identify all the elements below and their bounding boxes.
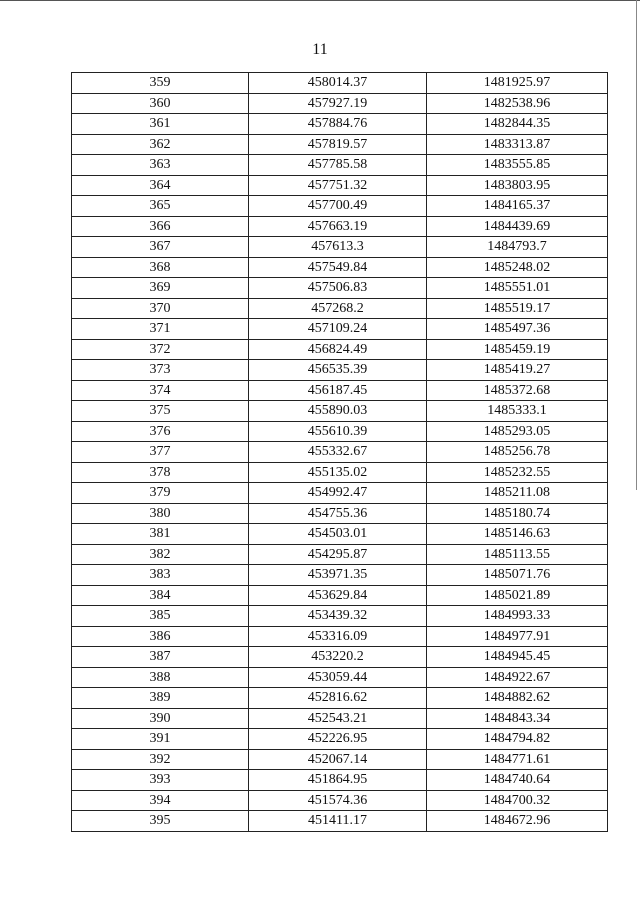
- point-number-cell: 382: [72, 544, 249, 565]
- x-coordinate-cell: 457927.19: [249, 93, 427, 114]
- x-coordinate-cell: 453220.2: [249, 647, 427, 668]
- table-row: [72, 73, 608, 94]
- y-coordinate-cell: 1482538.96: [427, 93, 608, 114]
- table-row: [72, 114, 608, 135]
- table-row: [72, 298, 608, 319]
- table-row: [72, 237, 608, 258]
- y-coordinate-cell: 1481925.97: [427, 73, 608, 94]
- y-coordinate-cell: 1484945.45: [427, 647, 608, 668]
- table-row: [72, 811, 608, 832]
- x-coordinate-cell: 456824.49: [249, 339, 427, 360]
- point-number-cell: 395: [72, 811, 249, 832]
- coordinates-table-body: [72, 73, 608, 832]
- table-row: [72, 155, 608, 176]
- y-coordinate-cell: 1485211.08: [427, 483, 608, 504]
- point-number-cell: 368: [72, 257, 249, 278]
- x-coordinate-cell: 451864.95: [249, 770, 427, 791]
- x-coordinate-cell: 451574.36: [249, 790, 427, 811]
- y-coordinate-cell: 1485293.05: [427, 421, 608, 442]
- point-number-cell: 371: [72, 319, 249, 340]
- point-number-cell: 381: [72, 524, 249, 545]
- coordinates-table: [71, 72, 608, 832]
- x-coordinate-cell: 457884.76: [249, 114, 427, 135]
- table-row: [72, 544, 608, 565]
- page-number: 11: [312, 41, 328, 58]
- x-coordinate-cell: 458014.37: [249, 73, 427, 94]
- x-coordinate-cell: 453059.44: [249, 667, 427, 688]
- point-number-cell: 375: [72, 401, 249, 422]
- x-coordinate-cell: 457506.83: [249, 278, 427, 299]
- point-number-cell: 366: [72, 216, 249, 237]
- point-number-cell: 361: [72, 114, 249, 135]
- y-coordinate-cell: 1484439.69: [427, 216, 608, 237]
- x-coordinate-cell: 454295.87: [249, 544, 427, 565]
- y-coordinate-cell: 1484977.91: [427, 626, 608, 647]
- y-coordinate-cell: 1485519.17: [427, 298, 608, 319]
- table-row: [72, 626, 608, 647]
- x-coordinate-cell: 454755.36: [249, 503, 427, 524]
- point-number-cell: 393: [72, 770, 249, 791]
- x-coordinate-cell: 455890.03: [249, 401, 427, 422]
- point-number-cell: 390: [72, 708, 249, 729]
- table-row: [72, 647, 608, 668]
- y-coordinate-cell: 1484922.67: [427, 667, 608, 688]
- point-number-cell: 383: [72, 565, 249, 586]
- y-coordinate-cell: 1484771.61: [427, 749, 608, 770]
- y-coordinate-cell: 1485180.74: [427, 503, 608, 524]
- y-coordinate-cell: 1485248.02: [427, 257, 608, 278]
- x-coordinate-cell: 455332.67: [249, 442, 427, 463]
- x-coordinate-cell: 453316.09: [249, 626, 427, 647]
- point-number-cell: 364: [72, 175, 249, 196]
- point-number-cell: 389: [72, 688, 249, 709]
- point-number-cell: 385: [72, 606, 249, 627]
- point-number-cell: 372: [72, 339, 249, 360]
- x-coordinate-cell: 452816.62: [249, 688, 427, 709]
- table-row: [72, 606, 608, 627]
- x-coordinate-cell: 453439.32: [249, 606, 427, 627]
- table-row: [72, 380, 608, 401]
- x-coordinate-cell: 457109.24: [249, 319, 427, 340]
- y-coordinate-cell: 1483803.95: [427, 175, 608, 196]
- table-row: [72, 134, 608, 155]
- y-coordinate-cell: 1484740.64: [427, 770, 608, 791]
- y-coordinate-cell: 1484882.62: [427, 688, 608, 709]
- point-number-cell: 377: [72, 442, 249, 463]
- x-coordinate-cell: 457268.2: [249, 298, 427, 319]
- y-coordinate-cell: 1484843.34: [427, 708, 608, 729]
- y-coordinate-cell: 1484672.96: [427, 811, 608, 832]
- table-row: [72, 524, 608, 545]
- y-coordinate-cell: 1484993.33: [427, 606, 608, 627]
- table-row: [72, 462, 608, 483]
- x-coordinate-cell: 452543.21: [249, 708, 427, 729]
- point-number-cell: 376: [72, 421, 249, 442]
- table-row: [72, 688, 608, 709]
- y-coordinate-cell: 1485071.76: [427, 565, 608, 586]
- point-number-cell: 388: [72, 667, 249, 688]
- table-row: [72, 790, 608, 811]
- x-coordinate-cell: 457549.84: [249, 257, 427, 278]
- x-coordinate-cell: 452067.14: [249, 749, 427, 770]
- table-row: [72, 729, 608, 750]
- point-number-cell: 360: [72, 93, 249, 114]
- table-row: [72, 708, 608, 729]
- y-coordinate-cell: 1485146.63: [427, 524, 608, 545]
- point-number-cell: 362: [72, 134, 249, 155]
- point-number-cell: 384: [72, 585, 249, 606]
- x-coordinate-cell: 451411.17: [249, 811, 427, 832]
- y-coordinate-cell: 1484700.32: [427, 790, 608, 811]
- table-row: [72, 503, 608, 524]
- table-row: [72, 339, 608, 360]
- table-row: [72, 175, 608, 196]
- y-coordinate-cell: 1484165.37: [427, 196, 608, 217]
- x-coordinate-cell: 457700.49: [249, 196, 427, 217]
- table-row: [72, 401, 608, 422]
- point-number-cell: 391: [72, 729, 249, 750]
- x-coordinate-cell: 457785.58: [249, 155, 427, 176]
- table-row: [72, 667, 608, 688]
- table-row: [72, 565, 608, 586]
- y-coordinate-cell: 1485333.1: [427, 401, 608, 422]
- table-row: [72, 257, 608, 278]
- y-coordinate-cell: 1485021.89: [427, 585, 608, 606]
- x-coordinate-cell: 457663.19: [249, 216, 427, 237]
- point-number-cell: 374: [72, 380, 249, 401]
- table-row: [72, 442, 608, 463]
- x-coordinate-cell: 455610.39: [249, 421, 427, 442]
- table-row: [72, 278, 608, 299]
- point-number-cell: 363: [72, 155, 249, 176]
- x-coordinate-cell: 456187.45: [249, 380, 427, 401]
- y-coordinate-cell: 1484794.82: [427, 729, 608, 750]
- y-coordinate-cell: 1485256.78: [427, 442, 608, 463]
- y-coordinate-cell: 1485551.01: [427, 278, 608, 299]
- point-number-cell: 392: [72, 749, 249, 770]
- point-number-cell: 373: [72, 360, 249, 381]
- table-row: [72, 360, 608, 381]
- point-number-cell: 386: [72, 626, 249, 647]
- y-coordinate-cell: 1484793.7: [427, 237, 608, 258]
- page-right-edge: [636, 0, 637, 490]
- table-row: [72, 93, 608, 114]
- table-row: [72, 749, 608, 770]
- table-row: [72, 216, 608, 237]
- x-coordinate-cell: 453971.35: [249, 565, 427, 586]
- table-row: [72, 585, 608, 606]
- x-coordinate-cell: 456535.39: [249, 360, 427, 381]
- table-row: [72, 319, 608, 340]
- y-coordinate-cell: 1483555.85: [427, 155, 608, 176]
- y-coordinate-cell: 1485113.55: [427, 544, 608, 565]
- point-number-cell: 365: [72, 196, 249, 217]
- x-coordinate-cell: 454503.01: [249, 524, 427, 545]
- point-number-cell: 367: [72, 237, 249, 258]
- x-coordinate-cell: 454992.47: [249, 483, 427, 504]
- x-coordinate-cell: 453629.84: [249, 585, 427, 606]
- point-number-cell: 380: [72, 503, 249, 524]
- point-number-cell: 359: [72, 73, 249, 94]
- x-coordinate-cell: 455135.02: [249, 462, 427, 483]
- point-number-cell: 369: [72, 278, 249, 299]
- table-row: [72, 770, 608, 791]
- x-coordinate-cell: 457613.3: [249, 237, 427, 258]
- y-coordinate-cell: 1483313.87: [427, 134, 608, 155]
- point-number-cell: 379: [72, 483, 249, 504]
- table-row: [72, 483, 608, 504]
- y-coordinate-cell: 1485497.36: [427, 319, 608, 340]
- x-coordinate-cell: 457751.32: [249, 175, 427, 196]
- point-number-cell: 394: [72, 790, 249, 811]
- y-coordinate-cell: 1485419.27: [427, 360, 608, 381]
- page-top-edge: [0, 0, 640, 1]
- x-coordinate-cell: 457819.57: [249, 134, 427, 155]
- x-coordinate-cell: 452226.95: [249, 729, 427, 750]
- table-row: [72, 196, 608, 217]
- y-coordinate-cell: 1485372.68: [427, 380, 608, 401]
- point-number-cell: 387: [72, 647, 249, 668]
- point-number-cell: 370: [72, 298, 249, 319]
- table-row: [72, 421, 608, 442]
- point-number-cell: 378: [72, 462, 249, 483]
- y-coordinate-cell: 1482844.35: [427, 114, 608, 135]
- y-coordinate-cell: 1485232.55: [427, 462, 608, 483]
- y-coordinate-cell: 1485459.19: [427, 339, 608, 360]
